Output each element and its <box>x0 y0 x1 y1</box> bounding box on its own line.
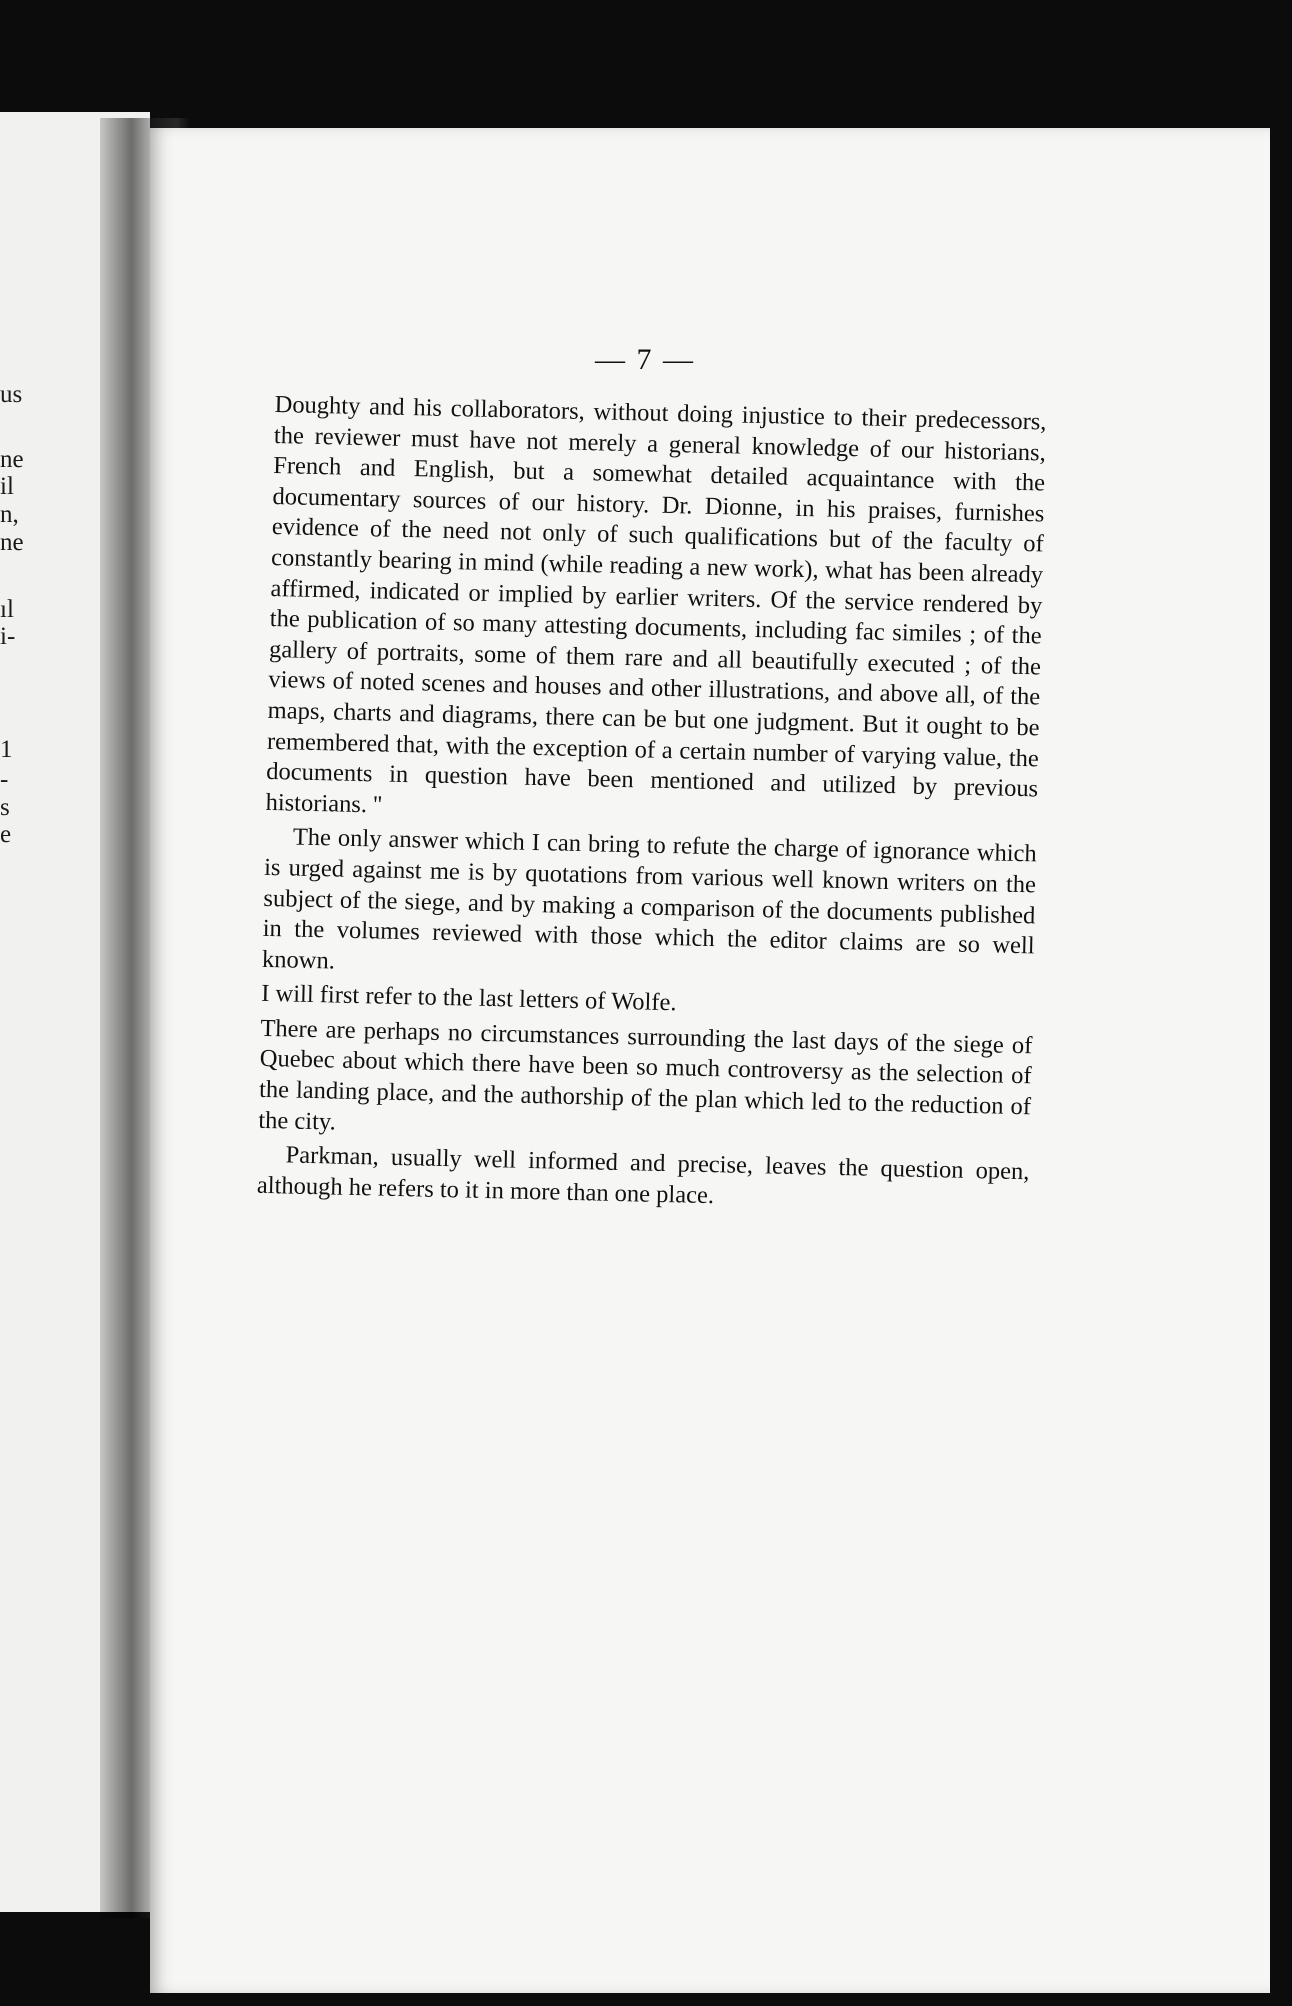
left-page-fragment: i- <box>0 623 16 650</box>
left-page-fragment: s <box>0 794 10 821</box>
paragraph: Doughty and his collaborators, without doing injustice to their predecessors, the reviewer must have not merely a general knowledge of our historians, French and English, but a somewhat detailed acquaintance with the documentary sources of our history. Dr. Dionne, in his praises, furnishes evidence of the need not only of such qualifications but of the faculty of constantly bearing in mind (while reading a new work), what has been already affirmed, indicated or implied by earlier writers. Of the service rendered by the publication of so many attesting documents, including fac similes ; of the gallery of portraits, some of them rare and all beautifully executed ; of the views of noted scenes and houses and other illustrations, and above all, of the maps, charts and diagrams, there can be but one judgment. But it ought to be remembered that, with the exception of a certain number of varying value, the documents in question have been mentioned and utilized by previous historians. '' <box>265 390 1047 819</box>
left-page-fragment: - <box>0 766 9 793</box>
left-page-fragment: ne <box>0 446 24 473</box>
right-page <box>150 128 1270 1993</box>
left-page-fragment: ne <box>0 529 24 556</box>
left-page-fragment: n, <box>0 501 19 528</box>
left-page-fragment: ıl <box>0 596 14 623</box>
left-page-fragment: 1 <box>0 736 13 763</box>
paragraph: Parkman, usually well informed and precise, leaves the question open, although he refers to it in more than one place. <box>256 1141 1030 1210</box>
paragraph: I will first refer to the last letters of Wolfe. <box>260 980 677 1017</box>
left-page-fragment: il <box>0 473 14 500</box>
paragraph: The only answer which I can bring to refute the charge of ignorance which is urged against me is by quotations from various well known writers on the subject of the siege, and by making a comparison of the documents published in the volumes reviewed with those which the editor claims are so well known. <box>261 823 1037 975</box>
paragraph: There are perhaps no circumstances surrounding the last days of the siege of Quebec about which there have been so much controversy as the selection of the landing place, and the authorship of the plan which led to the reduction of the city. <box>258 1014 1033 1136</box>
body-text <box>257 390 1047 1219</box>
left-page-fragment: e <box>0 821 12 848</box>
left-page-fragment: us <box>0 381 23 408</box>
page-number: — 7 — <box>595 343 695 376</box>
